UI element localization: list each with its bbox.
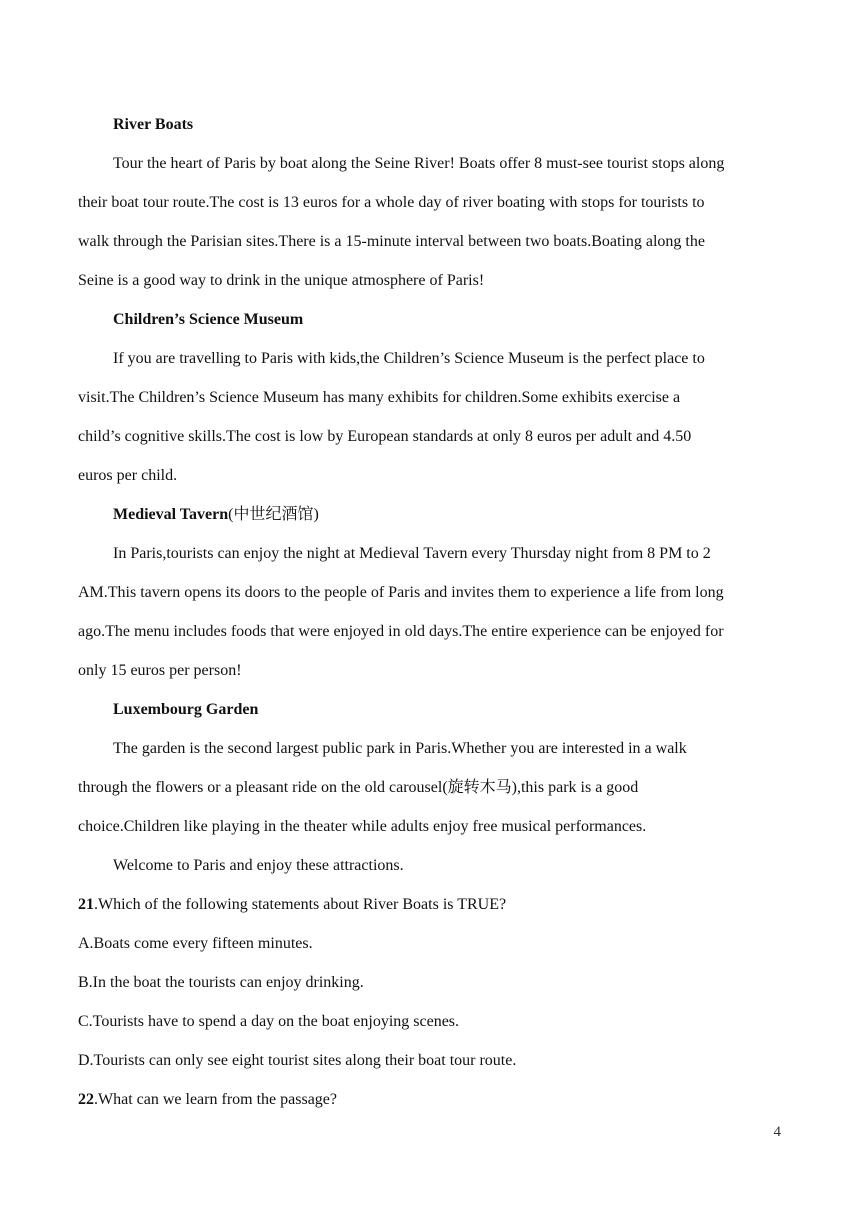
closing-line: Welcome to Paris and enjoy these attractions. [113,857,404,874]
answer-option-c: C.Tourists have to spend a day on the boat enjoying scenes. [78,1013,460,1030]
paragraph-line: child’s cognitive skills.The cost is low by European standards at only 8 euros per adult and 4.50 [78,428,692,445]
section-heading-medieval-tavern: Medieval Tavern [113,506,229,523]
question-text: .Which of the following statements about River Boats is TRUE? [94,896,507,913]
page-number: 4 [773,1124,781,1140]
question-text: .What can we learn from the passage? [94,1091,337,1108]
question-number: 21 [78,896,94,913]
heading-chinese-note: (中世纪酒馆) [228,506,319,523]
paragraph-line: The garden is the second largest public park in Paris.Whether you are interested in a walk [113,740,687,757]
paragraph-line: walk through the Parisian sites.There is a 15-minute interval between two boats.Boating along the [78,233,705,250]
paragraph-line: If you are travelling to Paris with kids,the Children’s Science Museum is the perfect place to [113,350,705,367]
question-22 [78,1080,782,1119]
question-number: 22 [78,1091,94,1108]
answer-option-a: A.Boats come every fifteen minutes. [78,935,313,952]
question-21 [78,885,782,924]
paragraph-line: AM.This tavern opens its doors to the people of Paris and invites them to experience a life from long [78,584,724,601]
paragraph-line: Tour the heart of Paris by boat along the Seine River! Boats offer 8 must-see tourist stops along [113,155,725,172]
paragraph-line: through the flowers or a pleasant ride on the old carousel(旋转木马),this park is a good [78,779,639,796]
section-heading-river-boats: River Boats [113,116,194,133]
section-heading-luxembourg-garden: Luxembourg Garden [113,701,259,718]
paragraph-line: their boat tour route.The cost is 13 euros for a whole day of river boating with stops for tourists to [78,194,705,211]
answer-option-b: B.In the boat the tourists can enjoy drinking. [78,974,364,991]
paragraph-line: visit.The Children’s Science Museum has many exhibits for children.Some exhibits exercise a [78,389,681,406]
paragraph-line: only 15 euros per person! [78,662,242,679]
document-body [78,105,782,1119]
paragraph-line: ago.The menu includes foods that were enjoyed in old days.The entire experience can be enjoyed for [78,623,724,640]
paragraph-line: Seine is a good way to drink in the unique atmosphere of Paris! [78,272,485,289]
section-heading-medieval-tavern-row [78,495,782,534]
paragraph-line: euros per child. [78,467,178,484]
section-heading-science-museum: Children’s Science Museum [113,311,304,328]
paragraph-line: In Paris,tourists can enjoy the night at Medieval Tavern every Thursday night from 8 PM to 2 [113,545,711,562]
answer-option-d: D.Tourists can only see eight tourist sites along their boat tour route. [78,1052,517,1069]
paragraph-line: choice.Children like playing in the theater while adults enjoy free musical performances. [78,818,647,835]
